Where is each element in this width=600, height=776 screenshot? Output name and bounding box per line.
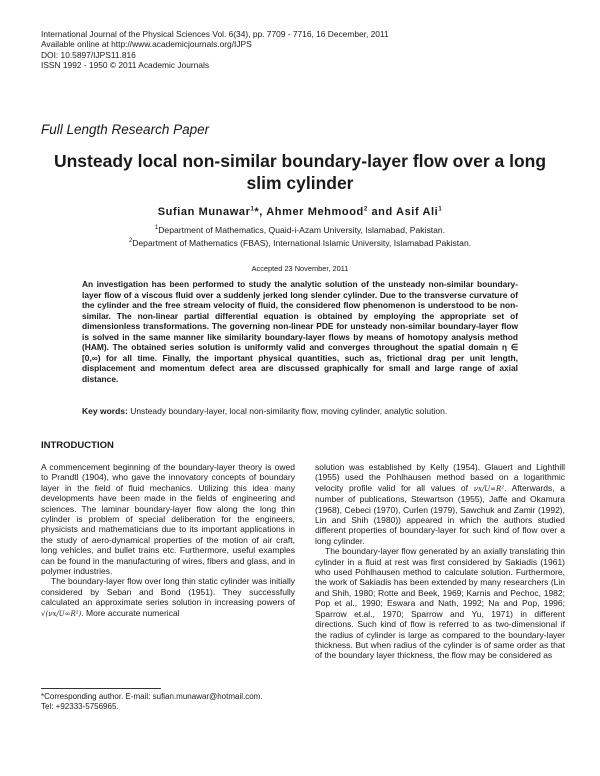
abstract-math: η ∈ [0,∞) (82, 342, 518, 363)
paragraph-text: The boundary-layer flow over long thin static cylinder was initially considered by Seban and Bond (1951). They successfully calculated an approximate series solution in increasing powers of (41, 576, 295, 608)
paragraph: A commencement beginning of the boundary-layer theory is owed to Prandtl (1904), who gave the innovatory concepts of boundary layer in the field of fluid mechanics. Utilizing this idea many developments have been made in the fields of engineering and sciences. The laminar boundary-layer flow along the long thin cylinder is problem of special deliberation for the engineers, physicists and mathematicians due to its important applications in the study of aero-dynamical properties of the motion of air craft, long vehicles, and bullet trains etc. Furthermore, useful examples can be found in the manufacturing of wires, fibers and glass, and in polymer industries. (41, 462, 295, 577)
doi: DOI: 10.5897/IJPS11.816 (41, 49, 136, 60)
corresponding-marker: * (254, 206, 260, 218)
affiliation (40, 225, 560, 235)
inline-equation: νx/U∞R² (473, 484, 505, 493)
paragraph-text: . More accurate numerical (81, 607, 180, 618)
author-name: Sufian Munawar (157, 206, 251, 218)
affiliation-marker: 1 (250, 206, 255, 213)
left-column (41, 462, 295, 619)
paragraph-text: . Afterwards, a number of publications, Stewartson (1955), Jaffe and Okamura (1968), Cebeci (1970), Curlen (1979), Sawchuk and Zamir (1992), Lin and Shih (1980)) appeared in which the authors studied different properties of boundary-layer for such kind of flow over a long cylinder. (315, 482, 565, 546)
accepted-date: Accepted 23 November, 2011 (251, 264, 349, 273)
author-list: Sufian Munawar$^1$*, Ahmer Mehmood$^2$ and Asif Ali$^1$ (157, 206, 443, 218)
journal-header (41, 29, 389, 71)
right-column (315, 462, 565, 661)
paper-title: Unsteady local non-similar boundary-layer flow over a long slim cylinder (53, 151, 547, 193)
affiliation-number: 1 (154, 225, 159, 232)
author-name: Ahmer Mehmood (266, 206, 364, 218)
footnote-rule (41, 688, 161, 689)
abstract (82, 279, 518, 384)
abstract-text: for all time. Finally, the important physical quantities, such as, frictional drag per unit length, displacement and momentum defect area are discussed graphically for small and large range of axial distance. (82, 352, 518, 384)
author-name: Asif Ali (396, 206, 439, 218)
paragraph (41, 576, 295, 619)
paragraph: The boundary-layer flow generated by an axially translating thin cylinder in a fluid at rest was first considered by Sakiadis (1961) who used Pohlhausen method to calculate solution. Furthermore, the work of Sakiadis has been extended by many researchers (Lin and Shih, 1980; Rotte and Beek, 1969; Karnis and Pechoc, 1982; Pop et al., 1990; Eswara and Nath, 1992; Na and Pop, 1996; Sparrow et.al., 1970; Sparrow and Yu, 1971) in different directions. Such kind of flow is referred to as two-dimensional if the radius of cylinder is large as compared to the boundary-layer thickness. But when radius of the cylinder is of same order as that of the boundary layer thickness, the flow may be considered as (315, 546, 565, 661)
journal-citation: International Journal of the Physical Sciences Vol. 6(34), pp. 7709 - 7716, 16 December, 2011 (41, 29, 389, 39)
affiliation-marker: 1 (438, 206, 443, 213)
online-availability: Available online at http://www.academicjournals.org/IJPS (41, 39, 252, 50)
affiliation-number: 2 (128, 238, 133, 245)
paragraph (315, 462, 565, 546)
abstract-text: An investigation has been performed to study the analytic solution of the unsteady non-similar boundary-layer flow of a viscous fluid over a suddenly jerked long slender cylinder. Due to the transverse curvature of the cylinder and the free stream velocity of fluid, the considered flow phenomenon is understood to be non-similar. The non-linear partial differential equation is obtained by employing the appropriate set of dimensionless transformations. The governing non-linear PDE for unsteady non-similar boundary-layer flow is solved in the same manner like similarity boundary-layer flows by means of homotopy analysis method (HAM). The obtained series solution is uniformly valid and converges throughout the spatial domain (82, 279, 518, 352)
keywords (82, 406, 518, 416)
keywords-label: Key words: (82, 406, 128, 416)
affiliation-text: Department of Mathematics, Quaid-i-Azam University, Islamabad, Pakistan. (158, 225, 446, 235)
affiliation-marker: 2 (363, 206, 368, 213)
keywords-text: Unsteady boundary-layer, local non-similarity flow, moving cylinder, analytic solution. (127, 406, 448, 416)
paper-type: Full Length Research Paper (41, 122, 210, 137)
corresponding-author-email: *Corresponding author. E-mail: sufian.munawar@hotmail.com. (41, 692, 263, 701)
footnote (41, 692, 263, 712)
section-heading: INTRODUCTION (41, 440, 114, 451)
inline-equation: √(νx/U∞R²) (41, 609, 82, 618)
affiliation-text: Department of Mathematics (FBAS), International Islamic University, Islamabad Pakistan. (132, 238, 472, 248)
author-conjunction: and (371, 206, 393, 218)
issn: ISSN 1992 - 1950 © 2011 Academic Journals (41, 60, 210, 71)
corresponding-author-phone: Tel: +92333-5756965. (41, 702, 119, 711)
affiliation (40, 238, 560, 248)
paragraph-text: solution was established by Kelly (1954). Glauert and Lighthill (1955) used the Pohlhausen method based on a logarithmic velocity profile valid for all values of (315, 462, 565, 493)
